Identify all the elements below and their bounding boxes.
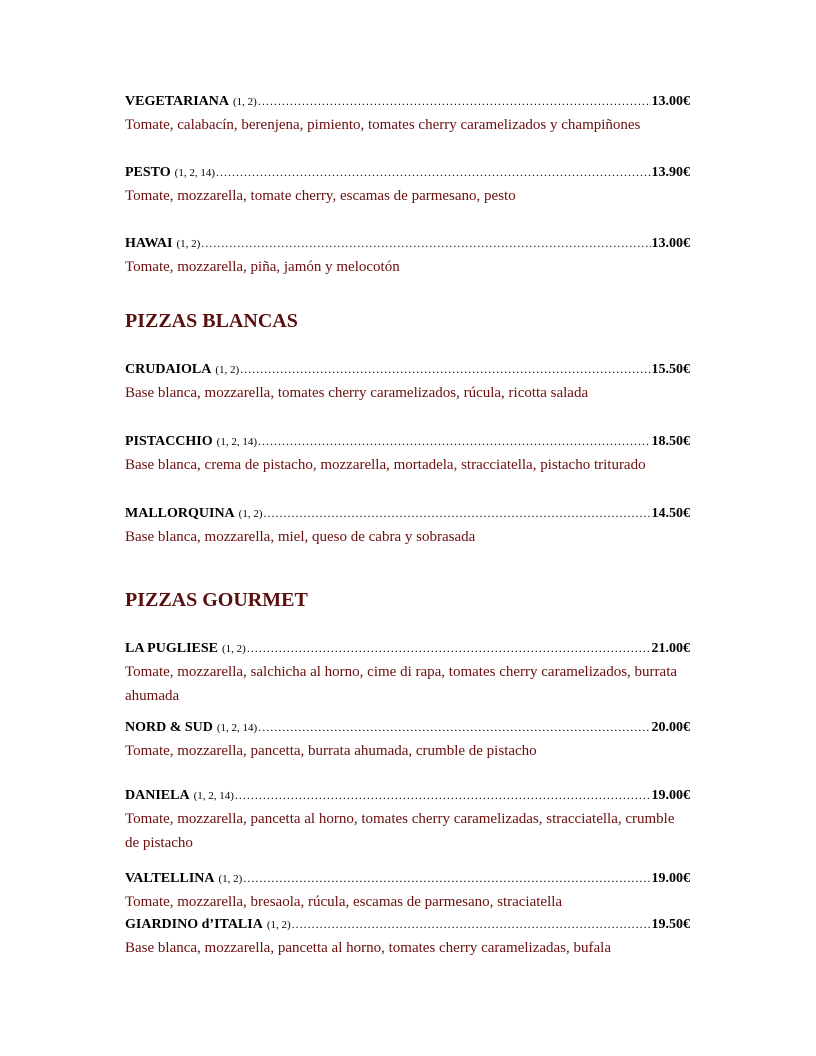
item-allergens: (1, 2): [215, 364, 240, 376]
item-name: DANIELA: [125, 788, 190, 803]
item-description: Tomate, mozzarella, tomate cherry, escamas de parmesano, pesto: [125, 188, 516, 204]
dot-leader: [258, 718, 650, 736]
menu-item-mallorquina: [125, 504, 690, 549]
item-price: 19.00€: [651, 871, 690, 886]
item-name: VALTELLINA: [125, 871, 215, 886]
item-description: Tomate, mozzarella, bresaola, rúcula, escamas de parmesano, straciatella: [125, 894, 563, 910]
item-name: LA PUGLIESE: [125, 641, 218, 656]
item-allergens: (1, 2, 14): [174, 167, 215, 179]
dot-leader: [258, 432, 651, 450]
item-price: 19.00€: [651, 788, 690, 803]
item-description: Tomate, mozzarella, pancetta, burrata ahumada, crumble de pistacho: [125, 743, 537, 759]
item-price: 21.00€: [651, 641, 690, 656]
dot-leader: [240, 360, 650, 378]
item-description: Base blanca, crema de pistacho, mozzarella, mortadela, stracciatella, pistacho triturado: [125, 457, 646, 473]
item-allergens: (1, 2): [176, 238, 201, 250]
item-allergens: (1, 2): [232, 96, 257, 108]
item-description: Tomate, mozzarella, salchicha al horno, cime di rapa, tomates cherry caramelizados, burrata ahumada: [125, 664, 678, 704]
menu-item-crudaiola: [125, 360, 690, 405]
dot-leader: [264, 504, 651, 522]
item-name: PESTO: [125, 165, 171, 180]
menu-item-pistacchio: [125, 432, 690, 477]
item-name: PISTACCHIO: [125, 434, 213, 449]
item-price: 14.50€: [651, 506, 690, 521]
menu-item-vegetariana: [125, 92, 690, 137]
item-name: GIARDINO d’ITALIA: [125, 917, 263, 932]
item-description: Base blanca, mozzarella, tomates cherry caramelizados, rúcula, ricotta salada: [125, 385, 589, 401]
item-allergens: (1, 2, 14): [216, 722, 258, 734]
section-heading-pizzas-blancas: PIZZAS BLANCAS: [125, 310, 298, 332]
item-description: Base blanca, mozzarella, pancetta al horno, tomates cherry caramelizadas, bufala: [125, 940, 611, 956]
item-price: 13.90€: [651, 165, 690, 180]
item-name: NORD & SUD: [125, 720, 213, 735]
item-allergens: (1, 2, 14): [216, 436, 257, 448]
dot-leader: [201, 234, 650, 252]
item-description: Tomate, mozzarella, piña, jamón y melocotón: [125, 259, 400, 275]
item-description: Tomate, mozzarella, pancetta al horno, tomates cherry caramelizadas, stracciatella, crumble de pistacho: [125, 811, 675, 851]
menu-item-pesto: [125, 163, 690, 208]
menu-item-giardino-ditalia: [125, 915, 690, 960]
menu-item-daniela: [125, 786, 690, 855]
menu-item-nord-sud: [125, 718, 690, 763]
item-description: Base blanca, mozzarella, miel, queso de cabra y sobrasada: [125, 529, 476, 545]
item-allergens: (1, 2): [238, 508, 263, 520]
item-name: MALLORQUINA: [125, 506, 235, 521]
item-price: 13.00€: [651, 94, 690, 109]
dot-leader: [216, 163, 651, 181]
menu-item-hawai: [125, 234, 690, 279]
item-price: 18.50€: [651, 434, 690, 449]
item-name: VEGETARIANA: [125, 94, 229, 109]
item-allergens: (1, 2): [266, 919, 291, 931]
dot-leader: [243, 869, 650, 887]
item-price: 20.00€: [651, 720, 690, 735]
item-allergens: (1, 2): [221, 643, 246, 655]
menu-item-valtellina: [125, 869, 690, 914]
item-allergens: (1, 2, 14): [193, 790, 234, 802]
item-description: Tomate, calabacín, berenjena, pimiento, tomates cherry caramelizados y champiñones: [125, 117, 641, 133]
item-name: CRUDAIOLA: [125, 362, 212, 377]
item-name: HAWAI: [125, 236, 173, 251]
item-allergens: (1, 2): [218, 873, 243, 885]
item-price: 13.00€: [651, 236, 690, 251]
dot-leader: [258, 92, 651, 110]
item-price: 19.50€: [651, 917, 690, 932]
item-price: 15.50€: [651, 362, 690, 377]
dot-leader: [235, 786, 651, 804]
dot-leader: [292, 915, 651, 933]
menu-item-la-pugliese: [125, 639, 690, 708]
section-heading-pizzas-gourmet: PIZZAS GOURMET: [125, 589, 308, 611]
dot-leader: [247, 639, 651, 657]
